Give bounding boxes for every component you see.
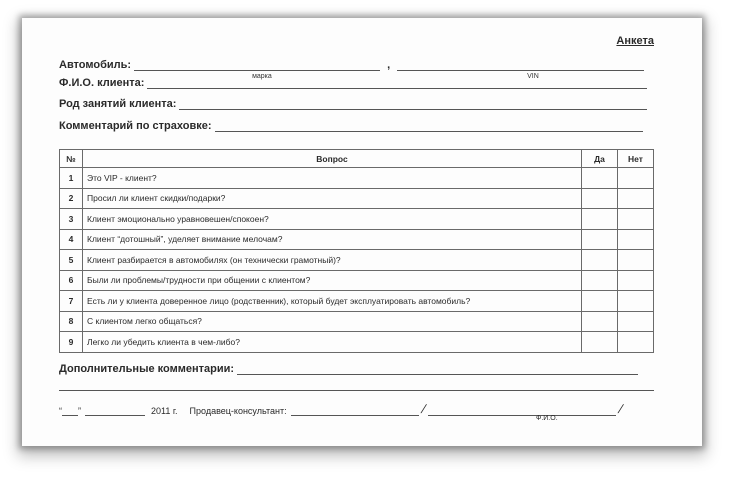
date-open-quote: “ bbox=[59, 406, 62, 416]
date-year: 2011 г. bbox=[151, 406, 178, 416]
row-num: 3 bbox=[60, 209, 83, 230]
car-vin-hint: VIN bbox=[527, 73, 539, 80]
header-num: № bbox=[60, 150, 83, 168]
additional-comments-row bbox=[59, 361, 638, 375]
table-header-row bbox=[60, 150, 654, 168]
table-row bbox=[60, 270, 654, 291]
table-row bbox=[60, 250, 654, 271]
seller-signature-field[interactable] bbox=[291, 406, 419, 416]
row-num: 8 bbox=[60, 311, 83, 332]
header-no: Нет bbox=[618, 150, 654, 168]
yes-cell[interactable] bbox=[582, 291, 618, 312]
car-label: Автомобиль: bbox=[59, 59, 132, 71]
no-cell[interactable] bbox=[618, 188, 654, 209]
yes-cell[interactable] bbox=[582, 332, 618, 353]
table-row bbox=[60, 229, 654, 250]
header-question: Вопрос bbox=[83, 150, 582, 168]
additional-comments-line-2[interactable] bbox=[59, 390, 654, 391]
row-question: Это VIP - клиент? bbox=[83, 168, 582, 189]
no-cell[interactable] bbox=[618, 250, 654, 271]
seller-name-field[interactable] bbox=[428, 406, 616, 416]
yes-cell[interactable] bbox=[582, 168, 618, 189]
row-question: Клиент эмоционально уравновешен/спокоен? bbox=[83, 209, 582, 230]
no-cell[interactable] bbox=[618, 270, 654, 291]
no-cell[interactable] bbox=[618, 209, 654, 230]
additional-comments-field[interactable] bbox=[237, 364, 638, 375]
row-question: Клиент разбирается в автомобилях (он технически грамотный)? bbox=[83, 250, 582, 271]
client-name-row bbox=[59, 75, 647, 89]
client-name-field[interactable] bbox=[147, 78, 647, 89]
no-cell[interactable] bbox=[618, 332, 654, 353]
row-num: 2 bbox=[60, 188, 83, 209]
car-vin-field[interactable] bbox=[397, 60, 644, 80]
row-question: Есть ли у клиента доверенное лицо (родственник), который будет эксплуатировать автомобиль? bbox=[83, 291, 582, 312]
fio-hint: Ф.И.О. bbox=[536, 415, 558, 422]
yes-cell[interactable] bbox=[582, 270, 618, 291]
insurance-comment-label: Комментарий по страховке: bbox=[59, 120, 212, 132]
form-title: Анкета bbox=[616, 35, 654, 47]
table-row bbox=[60, 168, 654, 189]
questions-table bbox=[59, 149, 654, 353]
yes-cell[interactable] bbox=[582, 229, 618, 250]
table-row bbox=[60, 311, 654, 332]
date-close-quote: ” bbox=[78, 406, 81, 416]
row-num: 4 bbox=[60, 229, 83, 250]
footer-row bbox=[59, 402, 625, 416]
row-num: 9 bbox=[60, 332, 83, 353]
header-yes: Да bbox=[582, 150, 618, 168]
occupation-row bbox=[59, 96, 647, 110]
row-question: Просил ли клиент скидки/подарки? bbox=[83, 188, 582, 209]
row-question: С клиентом легко общаться? bbox=[83, 311, 582, 332]
row-question: Клиент “дотошный”, уделяет внимание мелочам? bbox=[83, 229, 582, 250]
occupation-field[interactable] bbox=[179, 99, 647, 110]
car-brand-hint: марка bbox=[252, 73, 272, 80]
additional-comments-label: Дополнительные комментарии: bbox=[59, 363, 235, 375]
table-row bbox=[60, 291, 654, 312]
no-cell[interactable] bbox=[618, 168, 654, 189]
yes-cell[interactable] bbox=[582, 250, 618, 271]
yes-cell[interactable] bbox=[582, 311, 618, 332]
car-field-row bbox=[59, 57, 644, 80]
insurance-comment-row bbox=[59, 118, 643, 132]
separator-slash: / bbox=[616, 402, 625, 416]
row-question: Легко ли убедить клиента в чем-либо? bbox=[83, 332, 582, 353]
questionnaire-sheet bbox=[22, 18, 702, 446]
row-num: 1 bbox=[60, 168, 83, 189]
seller-label: Продавец-консультант: bbox=[189, 406, 287, 416]
separator-slash: / bbox=[419, 402, 428, 416]
table-row bbox=[60, 209, 654, 230]
car-separator: , bbox=[387, 59, 391, 71]
row-num: 5 bbox=[60, 250, 83, 271]
no-cell[interactable] bbox=[618, 311, 654, 332]
no-cell[interactable] bbox=[618, 229, 654, 250]
date-day-field[interactable] bbox=[62, 406, 78, 416]
date-month-field[interactable] bbox=[85, 406, 145, 416]
insurance-comment-field[interactable] bbox=[215, 121, 643, 132]
row-question: Были ли проблемы/трудности при общении с клиентом? bbox=[83, 270, 582, 291]
client-name-label: Ф.И.О. клиента: bbox=[59, 77, 145, 89]
table-row bbox=[60, 188, 654, 209]
yes-cell[interactable] bbox=[582, 188, 618, 209]
no-cell[interactable] bbox=[618, 291, 654, 312]
row-num: 6 bbox=[60, 270, 83, 291]
row-num: 7 bbox=[60, 291, 83, 312]
occupation-label: Род занятий клиента: bbox=[59, 98, 177, 110]
car-brand-field[interactable] bbox=[134, 60, 380, 80]
table-row bbox=[60, 332, 654, 353]
yes-cell[interactable] bbox=[582, 209, 618, 230]
